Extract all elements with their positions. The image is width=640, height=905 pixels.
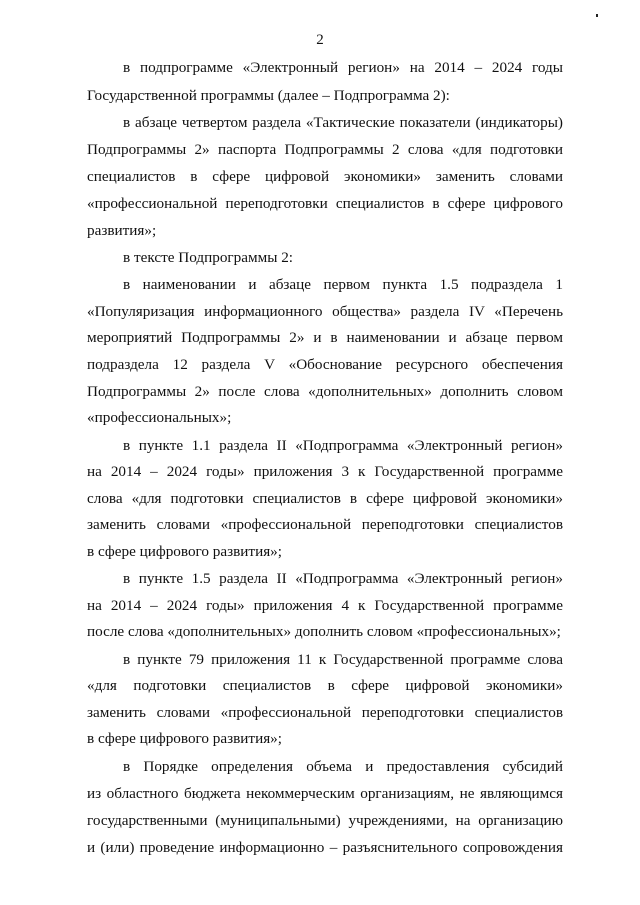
text-line: в Порядке определения объема и предоставления субсидий xyxy=(123,758,563,775)
text-line: в подпрограмме «Электронный регион» на 2014 – 2024 годы xyxy=(123,59,563,76)
text-line: в пункте 1.1 раздела II «Подпрограмма «Электронный регион» xyxy=(123,437,563,454)
text-line: в сфере цифрового развития»; xyxy=(87,543,282,560)
text-line: из областного бюджета некоммерческим организациям, не являющимся xyxy=(87,785,563,802)
text-line: после слова «дополнительных» дополнить словом «профессиональных»; xyxy=(87,623,561,640)
text-line: в наименовании и абзаце первом пункта 1.5 подраздела 1 xyxy=(123,276,563,293)
text-line: на 2014 – 2024 годы» приложения 4 к Государственной программе xyxy=(87,597,563,614)
text-line: заменить словами «профессиональной переподготовки специалистов xyxy=(87,516,563,533)
text-line: государственными (муниципальными) учреждениями, на организацию xyxy=(87,812,563,829)
text-line: и (или) проведение информационно – разъяснительного сопровождения xyxy=(87,839,563,856)
text-line: в пункте 1.5 раздела II «Подпрограмма «Электронный регион» xyxy=(123,570,563,587)
text-line: заменить словами «профессиональной переподготовки специалистов xyxy=(87,704,563,721)
text-line: подраздела 12 раздела V «Обоснование ресурсного обеспечения xyxy=(87,356,563,373)
text-line: Государственной программы (далее – Подпрограмма 2): xyxy=(87,87,450,104)
scan-speck xyxy=(596,14,598,17)
text-line: «для подготовки специалистов в сфере цифровой экономики» xyxy=(87,677,563,694)
text-line: развития»; xyxy=(87,222,157,239)
page-number: 2 xyxy=(316,32,324,48)
text-line: «профессиональной переподготовки специалистов в сфере цифрового xyxy=(87,195,563,212)
text-line: Подпрограммы 2» после слова «дополнительных» дополнить словом xyxy=(87,383,563,400)
text-line: в тексте Подпрограммы 2: xyxy=(123,249,294,266)
text-line: слова «для подготовки специалистов в сфере цифровой экономики» xyxy=(87,490,563,507)
text-line: в абзаце четвертом раздела «Тактические показатели (индикаторы) xyxy=(123,114,563,131)
text-line: специалистов в сфере цифровой экономики» заменить словами xyxy=(87,168,563,185)
text-line: на 2014 – 2024 годы» приложения 3 к Государственной программе xyxy=(87,463,563,480)
text-line: в пункте 79 приложения 11 к Государственной программе слова xyxy=(123,651,563,668)
text-line: «профессиональных»; xyxy=(87,409,232,426)
text-line: в сфере цифрового развития»; xyxy=(87,730,282,747)
text-line: Подпрограммы 2» паспорта Подпрограммы 2 слова «для подготовки xyxy=(87,141,563,158)
text-line: «Популяризация информационного общества» раздела IV «Перечень xyxy=(87,303,563,320)
text-line: мероприятий Подпрограммы 2» и в наименовании и абзаце первом xyxy=(87,329,563,346)
